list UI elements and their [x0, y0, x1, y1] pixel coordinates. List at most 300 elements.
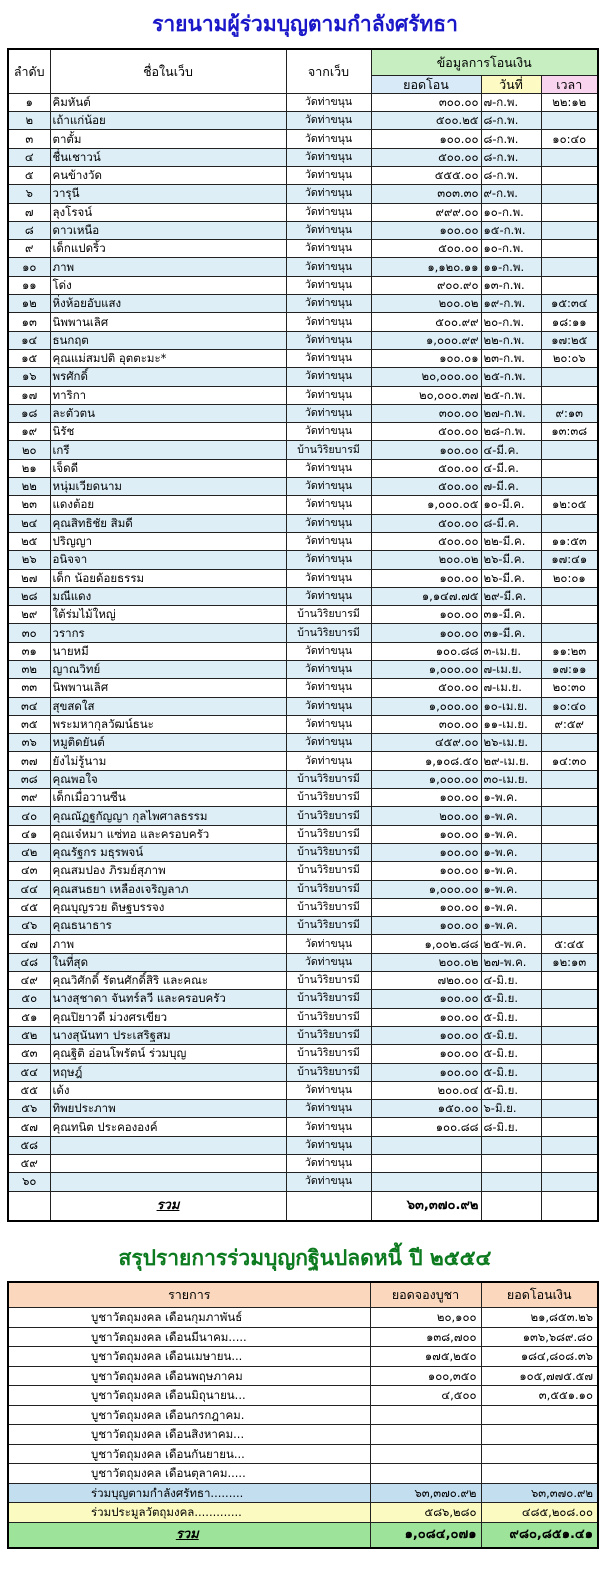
- row-time: ๑๗:๒๕: [541, 331, 598, 349]
- row-date: ๑๐-มี.ค.: [481, 496, 541, 514]
- row-time: [541, 1008, 598, 1026]
- table-row: [8, 551, 598, 569]
- row-date: ๔-มี.ค.: [481, 459, 541, 477]
- row-amount: ๑,๐๐๐.๐๐: [371, 880, 481, 898]
- summary-total-pledged: ๑,๐๘๔,๐๗๑: [370, 1522, 481, 1548]
- row-no: ๑๓: [8, 313, 50, 331]
- row-amount: ๑๐๐.๐๑: [371, 349, 481, 367]
- row-name: นิพพานเลิศ: [50, 679, 286, 697]
- row-source: บ้านวิริยบารมี: [286, 606, 371, 624]
- summary-row-pledged: [370, 1444, 481, 1464]
- row-source: วัดท่าขนุน: [286, 679, 371, 697]
- row-name: แดงต้อย: [50, 496, 286, 514]
- row-name: ในที่สุด: [50, 953, 286, 971]
- summary-row-item: บูชาวัตถุมงคล เดือนพฤษภาคม: [8, 1366, 370, 1386]
- donor-table: [7, 48, 599, 1222]
- row-source: บ้านวิริยบารมี: [286, 972, 371, 990]
- row-date: ๒๖-มี.ค.: [481, 569, 541, 587]
- row-time: ๑๔:๓๐: [541, 752, 598, 770]
- row-no: ๔๘: [8, 953, 50, 971]
- row-amount: ๑๐๐.๘๘: [371, 642, 481, 660]
- row-date: ๗-ก.พ.: [481, 93, 541, 111]
- row-source: บ้านวิริยบารมี: [286, 880, 371, 898]
- col-header-name: ชื่อในเว็บ: [50, 49, 286, 93]
- row-source: วัดท่าขนุน: [286, 221, 371, 239]
- row-no: ๕: [8, 166, 50, 184]
- row-source: วัดท่าขนุน: [286, 697, 371, 715]
- row-date: ๒๙-มี.ค.: [481, 587, 541, 605]
- row-amount: ๑,๐๐๒.๘๘: [371, 935, 481, 953]
- summary-title: สรุปรายการร่วมบุญกฐินปลดหนี้ ปี ๒๕๕๔: [118, 1246, 492, 1270]
- row-amount: ๒๐,๐๐๐.๐๐: [371, 368, 481, 386]
- row-time: [541, 386, 598, 404]
- row-time: ๑๒:๑๓: [541, 953, 598, 971]
- row-amount: ๒๐๐.๐๔: [371, 1081, 481, 1099]
- table-row: [8, 917, 598, 935]
- row-date: ๒๗-พ.ค.: [481, 953, 541, 971]
- row-time: [541, 972, 598, 990]
- row-date: ๗-เม.ย.: [481, 661, 541, 679]
- row-name: คุณแม่สมปติ อุตตะมะ*: [50, 349, 286, 367]
- row-name: นางสุชาดา จันทร์ลวี และครอบครัว: [50, 990, 286, 1008]
- row-time: [541, 880, 598, 898]
- row-source: บ้านวิริยบารมี: [286, 441, 371, 459]
- col-header-date: วันที่: [481, 75, 541, 93]
- row-name: เด้ง: [50, 1081, 286, 1099]
- row-no: ๔๖: [8, 917, 50, 935]
- total-blank: [481, 1191, 541, 1221]
- row-source: วัดท่าขนุน: [286, 1118, 371, 1136]
- row-no: ๒๒: [8, 478, 50, 496]
- row-time: [541, 898, 598, 916]
- row-amount: ๑๐๐.๐๐: [371, 917, 481, 935]
- row-no: ๑๙: [8, 423, 50, 441]
- row-name: นิพพานเลิศ: [50, 313, 286, 331]
- row-time: [541, 734, 598, 752]
- table-row: [8, 1081, 598, 1099]
- row-date: ๓๑-มี.ค.: [481, 606, 541, 624]
- row-date: ๑๕-ก.พ.: [481, 221, 541, 239]
- row-no: ๑๐: [8, 258, 50, 276]
- table-row: [8, 148, 598, 166]
- row-time: [541, 587, 598, 605]
- row-source: วัดท่าขนุน: [286, 240, 371, 258]
- row-amount: ๑,๐๐๐.๐๐: [371, 697, 481, 715]
- row-no: ๓๓: [8, 679, 50, 697]
- row-name: คุณฐิติ อ่อนโพรัตน์ ร่วมบุญ: [50, 1045, 286, 1063]
- summary-row-pledged: [370, 1405, 481, 1425]
- table-row: [8, 1173, 598, 1191]
- table-row: [8, 843, 598, 861]
- row-amount: ๙๐๐.๙๐: [371, 276, 481, 294]
- row-amount: ๕๐๐.๒๕: [371, 112, 481, 130]
- table-row: [8, 715, 598, 733]
- row-date: ๘-มี.ค.: [481, 514, 541, 532]
- row-name: อนิจจา: [50, 551, 286, 569]
- row-date: ๙-ก.พ.: [481, 185, 541, 203]
- row-name: ยังไม่รู้นาม: [50, 752, 286, 770]
- summary-row: [8, 1425, 598, 1445]
- row-amount: ๓๐๐.๐๐: [371, 715, 481, 733]
- row-time: [541, 807, 598, 825]
- row-date: ๒๖-เม.ย.: [481, 734, 541, 752]
- table-row: [8, 825, 598, 843]
- row-source: บ้านวิริยบารมี: [286, 1045, 371, 1063]
- row-amount: ๙๙๙.๐๐: [371, 203, 481, 221]
- summary-row-item: บูชาวัตถุมงคล เดือนตุลาคม.....: [8, 1464, 370, 1484]
- row-no: ๓๙: [8, 789, 50, 807]
- row-name: [50, 1173, 286, 1191]
- row-no: ๓๐: [8, 624, 50, 642]
- row-date: ๑๑-เม.ย.: [481, 715, 541, 733]
- row-name: คุณธนาธาร: [50, 917, 286, 935]
- row-amount: ๑๐๐.๐๐: [371, 1045, 481, 1063]
- summary-amulet-transferred: ๔๘๕,๒๐๘.๐๐: [481, 1503, 598, 1523]
- row-time: [541, 624, 598, 642]
- summary-header-transferred: ยอดโอนเงิน: [481, 1282, 598, 1308]
- table-row: [8, 770, 598, 788]
- row-no: ๖: [8, 185, 50, 203]
- summary-amulet-label: ร่วมประมูลวัตถุมงคล.............: [8, 1503, 370, 1523]
- row-date: ๒๕-พ.ค.: [481, 935, 541, 953]
- row-source: บ้านวิริยบารมี: [286, 624, 371, 642]
- row-time: [541, 148, 598, 166]
- summary-row-item: บูชาวัตถุมงคล เดือนกุมภาพันธ์: [8, 1308, 370, 1328]
- row-name: คุณบุญรวย ดิษฐบรรจง: [50, 898, 286, 916]
- table-row: [8, 313, 598, 331]
- row-name: ตาตั้ม: [50, 130, 286, 148]
- row-no: ๓๖: [8, 734, 50, 752]
- table-row: [8, 258, 598, 276]
- row-date: ๒๖-มี.ค.: [481, 551, 541, 569]
- row-source: บ้านวิริยบารมี: [286, 1026, 371, 1044]
- col-header-no: ลำดับ: [8, 49, 50, 93]
- row-name: หฤษฎ์: [50, 1063, 286, 1081]
- row-time: ๒๐:๓๐: [541, 679, 598, 697]
- row-amount: ๑,๐๐๐.๐๐: [371, 661, 481, 679]
- row-date: ๒๐-ก.พ.: [481, 313, 541, 331]
- row-time: ๑๗:๑๑: [541, 661, 598, 679]
- row-source: บ้านวิริยบารมี: [286, 898, 371, 916]
- row-amount: ๕๐๐.๐๐: [371, 679, 481, 697]
- row-name: ดาวเหนือ: [50, 221, 286, 239]
- table-row: [8, 404, 598, 422]
- row-source: วัดท่าขนุน: [286, 258, 371, 276]
- row-name: นางสุนันทา ประเสริฐสม: [50, 1026, 286, 1044]
- row-name: ทาริกา: [50, 386, 286, 404]
- row-name: หมูติดยันต์: [50, 734, 286, 752]
- row-no: ๓๒: [8, 661, 50, 679]
- row-date: ๒๒-ก.พ.: [481, 331, 541, 349]
- row-source: วัดท่าขนุน: [286, 386, 371, 404]
- row-amount: ๑๐๐.๐๐: [371, 624, 481, 642]
- table-row: [8, 93, 598, 111]
- row-name: ชื่นเชาวน์: [50, 148, 286, 166]
- row-date: ๑-พ.ค.: [481, 825, 541, 843]
- table-row: [8, 112, 598, 130]
- row-name: หนุ่มเวียดนาม: [50, 478, 286, 496]
- summary-faith-transferred: ๖๓,๓๗๐.๙๒: [481, 1483, 598, 1503]
- row-source: วัดท่าขนุน: [286, 276, 371, 294]
- table-row: [8, 331, 598, 349]
- row-source: บ้านวิริยบารมี: [286, 807, 371, 825]
- row-no: ๓: [8, 130, 50, 148]
- row-date: ๕-มิ.ย.: [481, 1008, 541, 1026]
- summary-row-pledged: ๒๐,๑๐๐: [370, 1308, 481, 1328]
- total-blank: [8, 1191, 50, 1221]
- table-row: [8, 221, 598, 239]
- row-source: วัดท่าขนุน: [286, 532, 371, 550]
- summary-row-item: บูชาวัตถุมงคล เดือนสิงหาคม...: [8, 1425, 370, 1445]
- summary-row-item: บูชาวัตถุมงคล เดือนมิถุนายน...: [8, 1386, 370, 1406]
- row-name: เถ้าแก่น้อย: [50, 112, 286, 130]
- table-row: [8, 697, 598, 715]
- summary-row: [8, 1386, 598, 1406]
- row-date: ๕-มิ.ย.: [481, 1045, 541, 1063]
- summary-table-body: [8, 1308, 598, 1484]
- summary-row-transferred: [481, 1444, 598, 1464]
- row-time: [541, 1155, 598, 1173]
- row-time: [541, 221, 598, 239]
- row-time: ๙:๑๓: [541, 404, 598, 422]
- row-amount: ๕๐๐.๙๙: [371, 313, 481, 331]
- table-row: [8, 880, 598, 898]
- summary-row-pledged: ๔,๕๐๐: [370, 1386, 481, 1406]
- row-source: วัดท่าขนุน: [286, 496, 371, 514]
- row-time: ๑๓:๓๘: [541, 423, 598, 441]
- row-no: ๖๐: [8, 1173, 50, 1191]
- row-no: ๕๔: [8, 1063, 50, 1081]
- row-source: วัดท่าขนุน: [286, 130, 371, 148]
- row-name: คุณสมปอง ภิรมย์สุภาพ: [50, 862, 286, 880]
- row-date: ๑๙-ก.พ.: [481, 295, 541, 313]
- row-source: วัดท่าขนุน: [286, 459, 371, 477]
- row-amount: ๕๐๐.๐๐: [371, 148, 481, 166]
- table-row: [8, 661, 598, 679]
- row-name: ปริญญา: [50, 532, 286, 550]
- row-name: คุณสนธยา เหลืองเจริญลาภ: [50, 880, 286, 898]
- summary-row-transferred: [481, 1405, 598, 1425]
- row-name: ภาพ: [50, 258, 286, 276]
- summary-header-item: รายการ: [8, 1282, 370, 1308]
- row-time: [541, 1063, 598, 1081]
- row-no: ๔๐: [8, 807, 50, 825]
- row-time: ๑๒:๐๕: [541, 496, 598, 514]
- row-no: ๘: [8, 221, 50, 239]
- row-time: [541, 917, 598, 935]
- row-amount: ๕๐๐.๐๐: [371, 478, 481, 496]
- row-source: วัดท่าขนุน: [286, 112, 371, 130]
- row-source: วัดท่าขนุน: [286, 1100, 371, 1118]
- row-no: ๑๖: [8, 368, 50, 386]
- row-no: ๑๘: [8, 404, 50, 422]
- row-time: ๑๐:๔๐: [541, 697, 598, 715]
- row-date: [481, 1136, 541, 1154]
- row-date: ๑๐-เม.ย.: [481, 697, 541, 715]
- row-time: [541, 166, 598, 184]
- row-source: วัดท่าขนุน: [286, 349, 371, 367]
- row-source: บ้านวิริยบารมี: [286, 843, 371, 861]
- row-name: หิ่งห้อยอับแสง: [50, 295, 286, 313]
- table-row: [8, 898, 598, 916]
- summary-row-pledged: ๑๓๘,๗๐๐: [370, 1327, 481, 1347]
- col-header-time: เวลา: [541, 75, 598, 93]
- row-time: [541, 1118, 598, 1136]
- row-date: ๔-มิ.ย.: [481, 972, 541, 990]
- table-row: [8, 1118, 598, 1136]
- summary-total-transferred: ๙๘๐,๘๕๑.๔๑: [481, 1522, 598, 1548]
- row-source: วัดท่าขนุน: [286, 1081, 371, 1099]
- row-time: [541, 185, 598, 203]
- row-date: ๒๙-เม.ย.: [481, 752, 541, 770]
- row-date: ๒๘-ก.พ.: [481, 423, 541, 441]
- summary-row-item: บูชาวัตถุมงคล เดือนมีนาคม.....: [8, 1327, 370, 1347]
- table-row: [8, 990, 598, 1008]
- table-row: [8, 386, 598, 404]
- row-no: ๔๔: [8, 880, 50, 898]
- row-amount: ๑๐๐.๐๐: [371, 789, 481, 807]
- row-date: ๖-มิ.ย.: [481, 1100, 541, 1118]
- row-name: สุขสดใส: [50, 697, 286, 715]
- row-name: มณีแดง: [50, 587, 286, 605]
- row-source: วัดท่าขนุน: [286, 752, 371, 770]
- row-source: วัดท่าขนุน: [286, 148, 371, 166]
- table-row: [8, 276, 598, 294]
- row-amount: ๑๐๐.๐๐: [371, 862, 481, 880]
- row-name: วรากร: [50, 624, 286, 642]
- table-row: [8, 1026, 598, 1044]
- row-time: [541, 441, 598, 459]
- row-source: วัดท่าขนุน: [286, 1155, 371, 1173]
- table-row: [8, 587, 598, 605]
- summary-row: [8, 1464, 598, 1484]
- row-date: ๕-มิ.ย.: [481, 990, 541, 1008]
- row-time: ๙:๕๙: [541, 715, 598, 733]
- row-no: ๕๒: [8, 1026, 50, 1044]
- row-date: ๑-พ.ค.: [481, 789, 541, 807]
- row-time: [541, 258, 598, 276]
- row-amount: ๓๐๐.๐๐: [371, 404, 481, 422]
- row-time: [541, 1100, 598, 1118]
- row-no: ๕๙: [8, 1155, 50, 1173]
- row-no: ๕๓: [8, 1045, 50, 1063]
- summary-header-pledged: ยอดจองบูชา: [370, 1282, 481, 1308]
- row-name: วารุนี: [50, 185, 286, 203]
- total-blank: [541, 1191, 598, 1221]
- row-source: วัดท่าขนุน: [286, 715, 371, 733]
- table-row: [8, 532, 598, 550]
- row-date: ๓๑-มี.ค.: [481, 624, 541, 642]
- table-row: [8, 606, 598, 624]
- row-no: ๓๔: [8, 697, 50, 715]
- row-amount: ๑๐๐.๐๐: [371, 441, 481, 459]
- table-row: [8, 459, 598, 477]
- row-date: ๘-ก.พ.: [481, 130, 541, 148]
- summary-faith-pledged: ๖๓,๓๗๐.๙๒: [370, 1483, 481, 1503]
- row-source: วัดท่าขนุน: [286, 734, 371, 752]
- row-no: ๓๗: [8, 752, 50, 770]
- table-row: [8, 1063, 598, 1081]
- row-source: วัดท่าขนุน: [286, 331, 371, 349]
- row-time: ๑๘:๑๑: [541, 313, 598, 331]
- row-name: ธนกฤต: [50, 331, 286, 349]
- row-no: ๒๗: [8, 569, 50, 587]
- row-date: ๗-เม.ย.: [481, 679, 541, 697]
- row-no: ๑๑: [8, 276, 50, 294]
- row-name: นิรัช: [50, 423, 286, 441]
- table-row: [8, 807, 598, 825]
- row-date: ๔-มี.ค.: [481, 441, 541, 459]
- row-no: ๒๖: [8, 551, 50, 569]
- row-source: วัดท่าขนุน: [286, 1136, 371, 1154]
- row-time: [541, 1081, 598, 1099]
- row-source: วัดท่าขนุน: [286, 93, 371, 111]
- col-header-transfer-group: ข้อมูลการโอนเงิน: [371, 49, 598, 75]
- row-no: ๕๘: [8, 1136, 50, 1154]
- row-amount: [371, 1173, 481, 1191]
- table-row: [8, 789, 598, 807]
- row-amount: ๒๐๐.๐๒: [371, 295, 481, 313]
- row-amount: [371, 1136, 481, 1154]
- summary-row-pledged: [370, 1464, 481, 1484]
- row-amount: ๓๐๐.๐๐: [371, 93, 481, 111]
- row-source: วัดท่าขนุน: [286, 185, 371, 203]
- row-source: บ้านวิริยบารมี: [286, 990, 371, 1008]
- row-source: วัดท่าขนุน: [286, 295, 371, 313]
- row-no: ๕๑: [8, 1008, 50, 1026]
- row-time: [541, 1136, 598, 1154]
- row-source: วัดท่าขนุน: [286, 551, 371, 569]
- row-no: ๕๗: [8, 1118, 50, 1136]
- row-amount: ๕๐๐.๐๐: [371, 532, 481, 550]
- row-source: วัดท่าขนุน: [286, 404, 371, 422]
- row-time: ๕:๔๕: [541, 935, 598, 953]
- row-no: ๑: [8, 93, 50, 111]
- summary-amulet-pledged: ๕๘๖,๒๘๐: [370, 1503, 481, 1523]
- row-amount: ๗๒๐.๐๐: [371, 972, 481, 990]
- table-row: [8, 935, 598, 953]
- row-name: ละตัวตน: [50, 404, 286, 422]
- summary-faith-label: ร่วมบุญตามกำลังศรัทธา.........: [8, 1483, 370, 1503]
- summary-row: [8, 1308, 598, 1328]
- row-source: บ้านวิริยบารมี: [286, 770, 371, 788]
- row-no: ๔๒: [8, 843, 50, 861]
- row-time: [541, 514, 598, 532]
- row-source: วัดท่าขนุน: [286, 166, 371, 184]
- row-no: ๒๓: [8, 496, 50, 514]
- row-amount: ๑๐๐.๘๘: [371, 1118, 481, 1136]
- table-row: [8, 1045, 598, 1063]
- summary-row-item: บูชาวัตถุมงคล เดือนเมษายน...: [8, 1347, 370, 1367]
- table-row: [8, 185, 598, 203]
- row-amount: ๑๐๐.๐๐: [371, 843, 481, 861]
- row-time: ๑๕:๓๔: [541, 295, 598, 313]
- summary-row-pledged: [370, 1425, 481, 1445]
- row-name: คุณรัฐกร มธุรพจน์: [50, 843, 286, 861]
- row-source: วัดท่าขนุน: [286, 935, 371, 953]
- summary-row-pledged: ๑๐๐,๓๕๐: [370, 1366, 481, 1386]
- row-no: ๔๓: [8, 862, 50, 880]
- row-source: วัดท่าขนุน: [286, 642, 371, 660]
- row-source: บ้านวิริยบารมี: [286, 862, 371, 880]
- row-time: [541, 606, 598, 624]
- summary-row-transferred: ๓,๕๕๑.๑๐: [481, 1386, 598, 1406]
- row-date: ๓-เม.ย.: [481, 642, 541, 660]
- row-name: คุณปิยาวดี ม่วงศรเขียว: [50, 1008, 286, 1026]
- table-row: [8, 441, 598, 459]
- row-name: เกรี: [50, 441, 286, 459]
- row-name: คิมหันต์: [50, 93, 286, 111]
